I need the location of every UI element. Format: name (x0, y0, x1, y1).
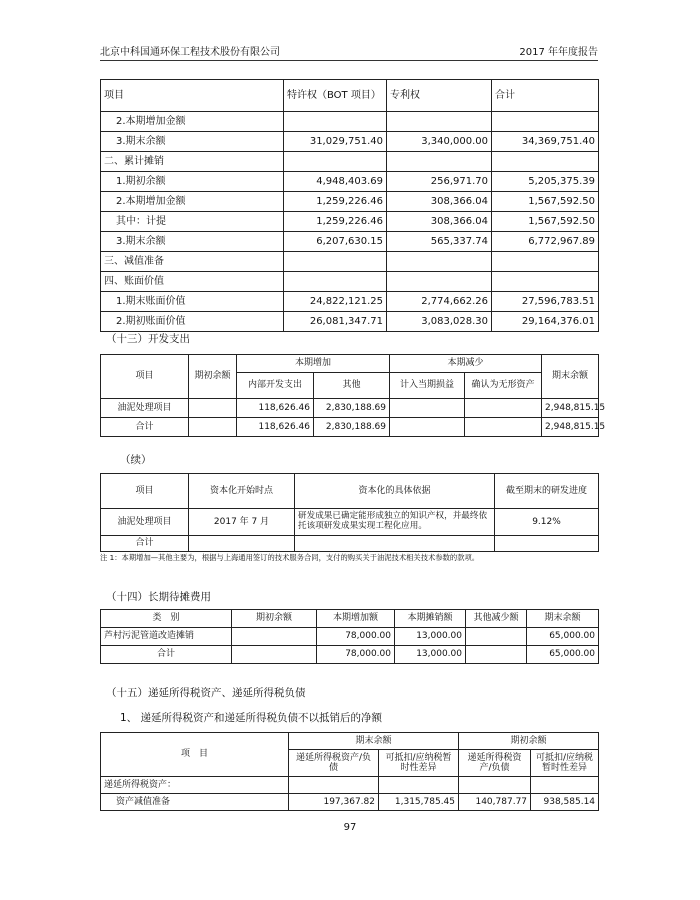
page-number: 97 (343, 822, 357, 833)
value-cell (387, 272, 492, 292)
value-cell: 308,366.04 (387, 212, 492, 232)
value-cell: 4,948,403.69 (284, 172, 387, 192)
header-cell: 期末余额 (527, 610, 599, 628)
value-cell: 256,971.70 (387, 172, 492, 192)
header-cell: 期末余额 (289, 733, 459, 750)
value-cell (284, 252, 387, 272)
header-cell: 本期增加额 (317, 610, 395, 628)
value-cell (390, 418, 465, 437)
value-cell (295, 536, 495, 552)
header-cell: 特许权（BOT 项目） (284, 80, 387, 112)
section-title-dev: （十三）开发支出 (106, 333, 190, 345)
value-cell (390, 399, 465, 418)
value-cell: 5,205,375.39 (492, 172, 599, 192)
row-label: 2.本期增加金额 (101, 192, 284, 212)
header-cell: 项 目 (101, 733, 289, 777)
row-label: 合计 (101, 646, 232, 664)
header-cell: 期末余额 (542, 355, 599, 399)
row-label: 3.期末余额 (101, 132, 284, 152)
value-cell: 2,774,662.26 (387, 292, 492, 312)
table-row (101, 252, 599, 272)
row-label: 四、账面价值 (101, 272, 284, 292)
header-cell: 期初余额 (459, 733, 599, 750)
row-label: 三、减值准备 (101, 252, 284, 272)
table-row (101, 536, 599, 552)
value-cell (189, 418, 237, 437)
header-cell: 截至期末的研发进度 (495, 474, 599, 509)
value-cell: 118,626.46 (237, 418, 314, 437)
table-header-row (101, 80, 599, 112)
page-header (100, 43, 598, 57)
value-cell (289, 777, 379, 794)
long-term-deferred-table (100, 609, 599, 664)
value-cell (459, 777, 531, 794)
value-cell (465, 399, 542, 418)
table-row (101, 312, 599, 332)
value-cell (284, 112, 387, 132)
value-cell: 3,340,000.00 (387, 132, 492, 152)
value-cell (495, 536, 599, 552)
table-row (101, 628, 599, 646)
value-cell: 2,830,188.69 (314, 399, 390, 418)
value-cell (492, 272, 599, 292)
value-cell: 2017 年 7 月 (189, 509, 295, 536)
value-cell: 6,772,967.89 (492, 232, 599, 252)
header-cell: 资本化的具体依据 (295, 474, 495, 509)
value-cell: 1,315,785.45 (379, 794, 459, 811)
header-cell: 合计 (492, 80, 599, 112)
row-label: 1.期末账面价值 (101, 292, 284, 312)
table-row (101, 192, 599, 212)
table-row (101, 509, 599, 536)
table-header-row (101, 610, 599, 628)
value-cell: 1,259,226.46 (284, 192, 387, 212)
value-cell: 2,948,815.15 (542, 399, 599, 418)
value-cell: 34,369,751.40 (492, 132, 599, 152)
row-label: 合计 (101, 536, 189, 552)
value-cell: 27,596,783.51 (492, 292, 599, 312)
table-row (101, 418, 599, 437)
header-cell: 期初余额 (232, 610, 317, 628)
value-cell: 31,029,751.40 (284, 132, 387, 152)
row-label: 2.期初账面价值 (101, 312, 284, 332)
header-cell: 递延所得税资产/负债 (459, 750, 531, 777)
table-header-row (101, 355, 599, 373)
value-cell (492, 112, 599, 132)
table-header-row (101, 733, 599, 750)
dev-expense-table (100, 354, 606, 437)
row-label: 合计 (101, 418, 189, 437)
deferred-tax-table (100, 732, 599, 811)
section-title-longterm: （十四）长期待摊费用 (106, 591, 211, 603)
header-divider (100, 60, 598, 61)
value-cell (466, 628, 527, 646)
value-cell: 1,567,592.50 (492, 192, 599, 212)
value-cell (387, 152, 492, 172)
value-cell: 308,366.04 (387, 192, 492, 212)
value-cell: 29,164,376.01 (492, 312, 599, 332)
table-row (101, 212, 599, 232)
row-label: 油泥处理项目 (101, 509, 189, 536)
value-cell (531, 777, 599, 794)
value-cell: 研发成果已确定能形成独立的知识产权，并最终依托该项研发成果实现工程化应用。 (295, 509, 495, 536)
table-row (101, 232, 599, 252)
header-cell: 其他减少额 (466, 610, 527, 628)
value-cell: 1,259,226.46 (284, 212, 387, 232)
header-cell: 类 别 (101, 610, 232, 628)
row-label: 二、累计摊销 (101, 152, 284, 172)
header-cell: 可抵扣/应纳税暂时性差异 (379, 750, 459, 777)
header-cell: 计入当期损益 (390, 373, 465, 399)
header-cell: 专利权 (387, 80, 492, 112)
value-cell: 1,567,592.50 (492, 212, 599, 232)
row-label: 芦村污泥管道改造摊销 (101, 628, 232, 646)
value-cell: 197,367.82 (289, 794, 379, 811)
table-row (101, 292, 599, 312)
table-row (101, 272, 599, 292)
value-cell: 78,000.00 (317, 646, 395, 664)
section-title-cont: （续） (120, 454, 152, 466)
header-cell: 确认为无形资产 (465, 373, 542, 399)
company-name: 北京中科国通环保工程技术股份有限公司 (100, 47, 280, 58)
value-cell (189, 399, 237, 418)
value-cell (465, 418, 542, 437)
section-title-deferred-tax: （十五）递延所得税资产、递延所得税负债 (106, 687, 306, 699)
header-cell: 项目 (101, 355, 189, 399)
value-cell: 938,585.14 (531, 794, 599, 811)
value-cell (387, 112, 492, 132)
table-header-row (101, 474, 599, 509)
row-label: 递延所得税资产： (101, 777, 289, 794)
header-cell: 项目 (101, 80, 284, 112)
table-row (101, 112, 599, 132)
value-cell: 26,081,347.71 (284, 312, 387, 332)
header-cell: 内部开发支出 (237, 373, 314, 399)
header-cell: 本期减少 (390, 355, 542, 373)
value-cell (492, 152, 599, 172)
value-cell: 24,822,121.25 (284, 292, 387, 312)
value-cell (492, 252, 599, 272)
value-cell: 118,626.46 (237, 399, 314, 418)
value-cell (284, 272, 387, 292)
row-label: 3.期末余额 (101, 232, 284, 252)
value-cell (232, 646, 317, 664)
header-cell: 递延所得税资产/负债 (289, 750, 379, 777)
value-cell (284, 152, 387, 172)
value-cell: 65,000.00 (527, 646, 599, 664)
row-label: 油泥处理项目 (101, 399, 189, 418)
value-cell: 13,000.00 (395, 628, 466, 646)
value-cell: 9.12% (495, 509, 599, 536)
report-title: 2017 年年度报告 (519, 47, 598, 58)
header-cell: 资本化开始时点 (189, 474, 295, 509)
value-cell: 3,083,028.30 (387, 312, 492, 332)
value-cell: 2,948,815.15 (542, 418, 599, 437)
section-subtitle-deferred-tax: 1、 递延所得税资产和递延所得税负债不以抵销后的净额 (120, 712, 383, 724)
value-cell: 2,830,188.69 (314, 418, 390, 437)
table-row (101, 132, 599, 152)
value-cell (466, 646, 527, 664)
row-label: 2.本期增加金额 (101, 112, 284, 132)
footnote: 注 1：本期增加—其他主要为，根据与上海通用签订的技术服务合同，支付的购买关于油泥技术相关技术参数的款项。 (100, 553, 480, 562)
header-cell: 本期增加 (237, 355, 390, 373)
value-cell: 13,000.00 (395, 646, 466, 664)
header-cell: 其他 (314, 373, 390, 399)
value-cell (232, 628, 317, 646)
value-cell (189, 536, 295, 552)
table-row (101, 777, 599, 794)
dev-capitalization-table (100, 473, 599, 552)
header-cell: 期初余额 (189, 355, 237, 399)
value-cell: 65,000.00 (527, 628, 599, 646)
header-cell: 项目 (101, 474, 189, 509)
table-row (101, 152, 599, 172)
row-label: 资产减值准备 (101, 794, 289, 811)
value-cell: 140,787.77 (459, 794, 531, 811)
value-cell (379, 777, 459, 794)
value-cell: 565,337.74 (387, 232, 492, 252)
intangible-assets-table (100, 79, 599, 332)
row-label: 1.期初余额 (101, 172, 284, 192)
header-cell: 可抵扣/应纳税暂时性差异 (531, 750, 599, 777)
table-row (101, 172, 599, 192)
row-label: 其中：计提 (101, 212, 284, 232)
value-cell: 6,207,630.15 (284, 232, 387, 252)
value-cell: 78,000.00 (317, 628, 395, 646)
header-cell: 本期摊销额 (395, 610, 466, 628)
table-row (101, 399, 599, 418)
table-row (101, 794, 599, 811)
table-row (101, 646, 599, 664)
value-cell (387, 252, 492, 272)
